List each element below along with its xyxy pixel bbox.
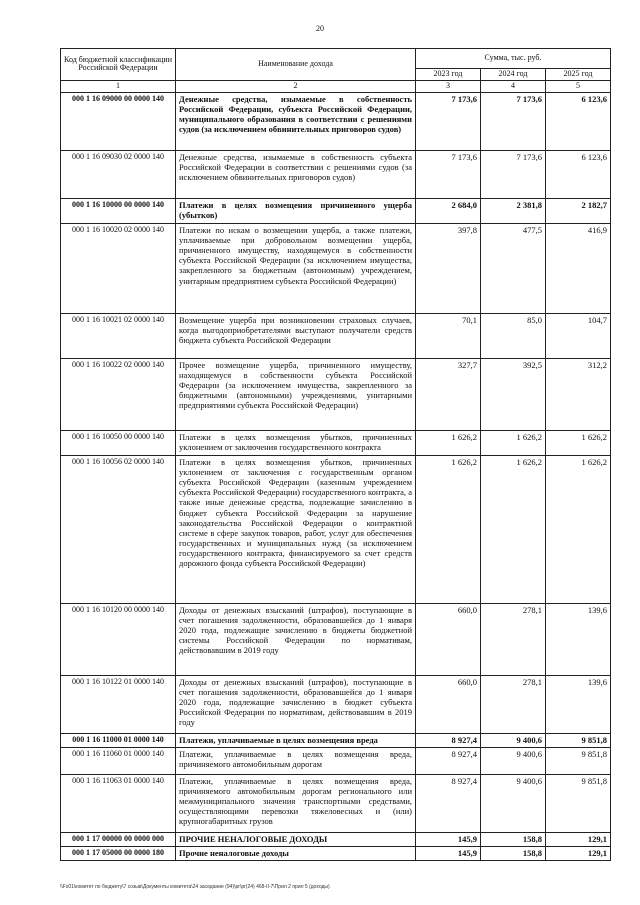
header-index-2: 2: [176, 80, 416, 92]
value-2024-cell: 9 400,6: [481, 733, 546, 747]
name-cell: Платежи по искам о возмещении ущерба, а также платежи, уплачиваемые при добровольном возмещении ущерба, причиненного имуществу, находящемуся в собственности субъекта Российской Федерации (за исключением имущества, закрепленного за бюджетным (автономным) учреждением, унитарным предприятием субъекта Российской Федерации): [176, 223, 416, 313]
value-2025-cell: 139,6: [546, 603, 611, 675]
table-row: [61, 747, 611, 774]
value-2024-cell: 85,0: [481, 313, 546, 358]
table-row: [61, 198, 611, 223]
name-cell: Прочее возмещение ущерба, причиненного имуществу, находящемуся в собственности субъекта Российской Федерации (за исключением имущества, закрепленного за бюджетными (автономными) учреждениями, унитарными предприятиями субъекта Российской Федерации): [176, 358, 416, 430]
value-2024-cell: 392,5: [481, 358, 546, 430]
value-2024-cell: 7 173,6: [481, 92, 546, 150]
name-cell: Платежи в целях возмещения причиненного ущерба (убытков): [176, 198, 416, 223]
value-2025-cell: 9 851,8: [546, 733, 611, 747]
value-2023-cell: 70,1: [416, 313, 481, 358]
value-2025-cell: 104,7: [546, 313, 611, 358]
value-2025-cell: 416,9: [546, 223, 611, 313]
value-2023-cell: 145,9: [416, 846, 481, 860]
value-2023-cell: 145,9: [416, 832, 481, 846]
name-cell: Денежные средства, изымаемые в собственность субъекта Российской Федерации в соответствии с решениями судов (за исключением обвинительных приговоров судов): [176, 150, 416, 198]
header-year-2024: 2024 год: [481, 69, 546, 81]
name-cell: Возмещение ущерба при возникновении страховых случаев, когда выгодоприобретателями выступают получатели средств бюджета субъекта Российской Федерации: [176, 313, 416, 358]
code-cell: 000 1 16 11060 01 0000 140: [61, 747, 176, 774]
value-2025-cell: 129,1: [546, 846, 611, 860]
value-2025-cell: 6 123,6: [546, 150, 611, 198]
value-2024-cell: 158,8: [481, 832, 546, 846]
table-row: [61, 358, 611, 430]
value-2025-cell: 1 626,2: [546, 455, 611, 603]
table-header: [61, 49, 611, 93]
value-2024-cell: 1 626,2: [481, 430, 546, 455]
header-year-2025: 2025 год: [546, 69, 611, 81]
table-row: [61, 150, 611, 198]
table-row: [61, 846, 611, 860]
value-2025-cell: 2 182,7: [546, 198, 611, 223]
code-cell: 000 1 16 10020 02 0000 140: [61, 223, 176, 313]
code-cell: 000 1 16 10056 02 0000 140: [61, 455, 176, 603]
value-2024-cell: 477,5: [481, 223, 546, 313]
page-number: 20: [316, 24, 324, 33]
value-2025-cell: 312,2: [546, 358, 611, 430]
table-row: [61, 733, 611, 747]
header-code-column: Код бюджетной классификации Российской Федерации: [61, 49, 176, 81]
value-2023-cell: 8 927,4: [416, 747, 481, 774]
table-row: [61, 603, 611, 675]
header-sum-column: Сумма, тыс. руб.: [416, 49, 611, 69]
code-cell: 000 1 16 10050 00 0000 140: [61, 430, 176, 455]
value-2023-cell: 2 684,0: [416, 198, 481, 223]
code-cell: 000 1 16 10120 00 0000 140: [61, 603, 176, 675]
value-2025-cell: 9 851,8: [546, 774, 611, 832]
name-cell: Платежи в целях возмещения убытков, причиненных уклонением от заключения с государственным органом субъекта Российской Федерации (казенным учреждением субъекта Российской Федерации) государственного контракта, а также иные денежные средства, подлежащие зачислению в бюджет субъекта Российской Федерации за нарушение законодательства Российской Федерации о контрактной системе в сфере закупок товаров, работ, услуг для обеспечения государственных и муниципальных нужд (за исключением государственного контракта, финансируемого за счет средств дорожного фонда субъекта Российской Федерации): [176, 455, 416, 603]
value-2025-cell: 9 851,8: [546, 747, 611, 774]
table-row: [61, 832, 611, 846]
header-name-column: Наименование дохода: [176, 49, 416, 81]
name-cell: Доходы от денежных взысканий (штрафов), поступающие в счет погашения задолженности, образовавшейся до 1 января 2020 года, подлежащие зачислению в бюджеты бюджетной системы Российской Федерации по нормативам, действовавшим в 2019 году: [176, 603, 416, 675]
value-2023-cell: 7 173,6: [416, 150, 481, 198]
value-2024-cell: 7 173,6: [481, 150, 546, 198]
value-2023-cell: 8 927,4: [416, 733, 481, 747]
revenue-table: [60, 48, 611, 861]
table-row: [61, 313, 611, 358]
value-2024-cell: 158,8: [481, 846, 546, 860]
name-cell: Платежи, уплачиваемые в целях возмещения вреда: [176, 733, 416, 747]
value-2025-cell: 6 123,6: [546, 92, 611, 150]
table-row: [61, 774, 611, 832]
table-body: [61, 92, 611, 860]
value-2024-cell: 1 626,2: [481, 455, 546, 603]
code-cell: 000 1 16 11063 01 0000 140: [61, 774, 176, 832]
value-2025-cell: 139,6: [546, 675, 611, 733]
value-2023-cell: 660,0: [416, 675, 481, 733]
value-2024-cell: 2 381,8: [481, 198, 546, 223]
code-cell: 000 1 16 11000 01 0000 140: [61, 733, 176, 747]
code-cell: 000 1 16 10122 01 0000 140: [61, 675, 176, 733]
value-2023-cell: 660,0: [416, 603, 481, 675]
code-cell: 000 1 16 10000 00 0000 140: [61, 198, 176, 223]
name-cell: Платежи, уплачиваемые в целях возмещения вреда, причиняемого автомобильным дорогам регионального или межмуниципального значения транспортными средствами, осуществляющими перевозки тяжеловесных и (или) крупногабаритных грузов: [176, 774, 416, 832]
code-cell: 000 1 16 10021 02 0000 140: [61, 313, 176, 358]
name-cell: Платежи, уплачиваемые в целях возмещения вреда, причиняемого автомобильным дорогам: [176, 747, 416, 774]
code-cell: 000 1 16 10022 02 0000 140: [61, 358, 176, 430]
value-2024-cell: 278,1: [481, 603, 546, 675]
value-2023-cell: 7 173,6: [416, 92, 481, 150]
table-row: [61, 92, 611, 150]
value-2023-cell: 327,7: [416, 358, 481, 430]
name-cell: Доходы от денежных взысканий (штрафов), поступающие в счет погашения задолженности, образовавшейся до 1 января 2020 года, подлежащие зачислению в бюджет субъекта Российской Федерации по нормативам, действовавшим в 2019 году: [176, 675, 416, 733]
value-2023-cell: 8 927,4: [416, 774, 481, 832]
code-cell: 000 1 17 00000 00 0000 000: [61, 832, 176, 846]
table-row: [61, 675, 611, 733]
code-cell: 000 1 16 09030 02 0000 140: [61, 150, 176, 198]
value-2023-cell: 1 626,2: [416, 455, 481, 603]
name-cell: Денежные средства, изымаемые в собственность Российской Федерации, субъекта Российской Федерации, муниципального образования в соответствии с решениями судов (за исключением обвинительных приговоров судов): [176, 92, 416, 150]
name-cell: ПРОЧИЕ НЕНАЛОГОВЫЕ ДОХОДЫ: [176, 832, 416, 846]
value-2023-cell: 1 626,2: [416, 430, 481, 455]
value-2023-cell: 397,8: [416, 223, 481, 313]
header-index-1: 1: [61, 80, 176, 92]
name-cell: Платежи в целях возмещения убытков, причиненных уклонением от заключения государственного контракта: [176, 430, 416, 455]
code-cell: 000 1 16 09000 00 0000 140: [61, 92, 176, 150]
header-year-2023: 2023 год: [416, 69, 481, 81]
value-2024-cell: 9 400,6: [481, 747, 546, 774]
code-cell: 000 1 17 05000 00 0000 180: [61, 846, 176, 860]
table-row: [61, 430, 611, 455]
value-2024-cell: 9 400,6: [481, 774, 546, 832]
value-2025-cell: 129,1: [546, 832, 611, 846]
table-row: [61, 223, 611, 313]
value-2025-cell: 1 626,2: [546, 430, 611, 455]
footer-file-path: \\Fs01\комитет по бюджету\7 созыв\Документы комитета\24 заседание (94)\pr\pr(24) 468-II-7\Прил 2 прил 5 (доходы): [60, 884, 330, 890]
header-index-5: 5: [546, 80, 611, 92]
name-cell: Прочие неналоговые доходы: [176, 846, 416, 860]
value-2024-cell: 278,1: [481, 675, 546, 733]
table-row: [61, 455, 611, 603]
header-index-3: 3: [416, 80, 481, 92]
header-index-4: 4: [481, 80, 546, 92]
